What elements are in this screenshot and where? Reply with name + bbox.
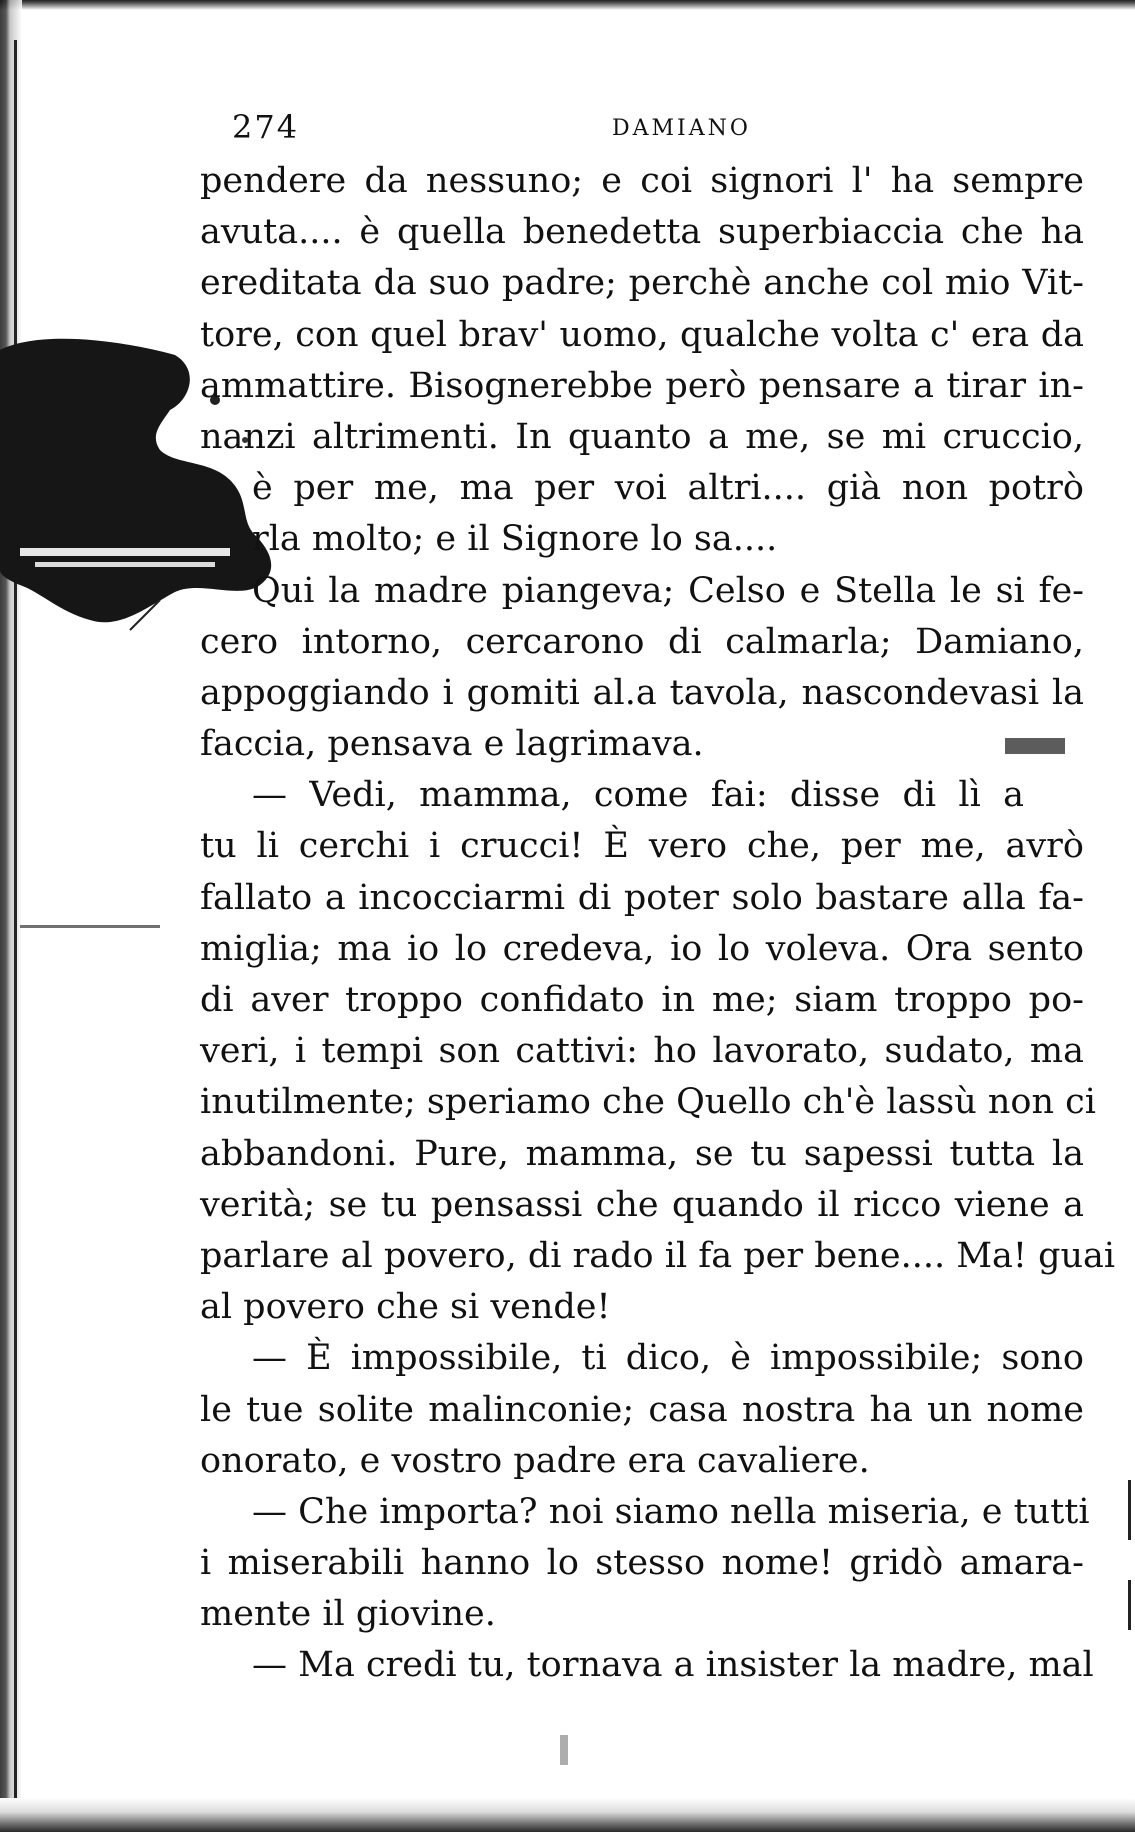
text-line: inutilmente; speriamo che Quello ch'è lassù non ci	[200, 1082, 1096, 1123]
text-line: — È impossibile, ti dico, è impossibile; sono	[252, 1338, 1084, 1379]
text-line: — Ma credi tu, tornava a insister la madre, mal	[252, 1645, 1094, 1686]
text-line: rla molto; e il Signore lo sa....	[252, 519, 778, 560]
text-line: pendere da nessuno; e coi signori l' ha sempre	[200, 161, 1084, 201]
text-line: tu li cerchi i crucci! È vero che, per me, avrò	[200, 826, 1084, 867]
text-line: faccia, pensava e lagrimava.	[200, 724, 704, 765]
binding-line	[14, 40, 17, 1820]
text-line: miglia; ma io lo credeva, io lo voleva. Ora sento	[200, 928, 1084, 969]
text-line: le tue solite malinconie; casa nostra ha un nome	[200, 1389, 1084, 1430]
text-line: mente il giovine.	[200, 1594, 496, 1635]
text-line: ammattire. Bisognerebbe però pensare a tirar in-	[200, 365, 1084, 406]
page-header	[232, 108, 752, 148]
text-line: al povero che si vende!	[200, 1287, 611, 1328]
scan-edge-top	[0, 0, 1135, 10]
text-line: abbandoni. Pure, mamma, se tu sapessi tutta la	[200, 1133, 1084, 1174]
text-line: i miserabili hanno lo stesso nome! gridò amara-	[200, 1543, 1084, 1584]
text-line: verità; se tu pensassi che quando il ricco viene a	[200, 1184, 1084, 1225]
scan-smudge	[560, 1735, 568, 1765]
text-line: fallato a incocciarmi di poter solo bastare alla fa-	[200, 877, 1084, 918]
text-line: avuta.... è quella benedetta superbiaccia che ha	[200, 212, 1084, 253]
text-line: — Vedi, mamma, come fai: disse di lì a	[252, 775, 1024, 816]
text-line: tore, con quel brav' uomo, qualche volta c' era da	[200, 314, 1084, 355]
scan-mark-right	[1128, 1580, 1131, 1630]
text-line: appoggiando i gomiti al.a tavola, nascondevasi la	[200, 672, 1084, 713]
text-line: è per me, ma per voi altri.... già non potrò	[252, 468, 1084, 509]
text-line: ereditata da suo padre; perchè anche col mio Vit-	[200, 263, 1084, 304]
scan-edge-bottom	[0, 1798, 1135, 1832]
scan-edge-left	[0, 0, 22, 1832]
running-head: DAMIANO	[612, 116, 751, 141]
text-line: onorato, e vostro padre era cavaliere.	[200, 1440, 870, 1481]
text-line: Qui la madre piangeva; Celso e Stella le si fe-	[252, 570, 1084, 611]
page-number: 274	[232, 108, 300, 146]
text-line: di aver troppo confidato in me; siam troppo po-	[200, 980, 1084, 1020]
text-line: veri, i tempi son cattivi: ho lavorato, sudato, ma	[200, 1031, 1084, 1072]
text-line: — Che importa? noi siamo nella miseria, e tutti	[252, 1491, 1090, 1532]
body-text	[200, 156, 1116, 1692]
text-line: cero intorno, cercarono di calmarla; Damiano,	[200, 621, 1084, 662]
text-line: parlare al povero, di rado il fa per bene.... Ma! guai	[200, 1235, 1116, 1276]
scan-mark-right	[1128, 1480, 1131, 1540]
scan-smudge	[20, 925, 160, 928]
text-line: nanzi altrimenti. In quanto a me, se mi cruccio,	[200, 416, 1084, 457]
